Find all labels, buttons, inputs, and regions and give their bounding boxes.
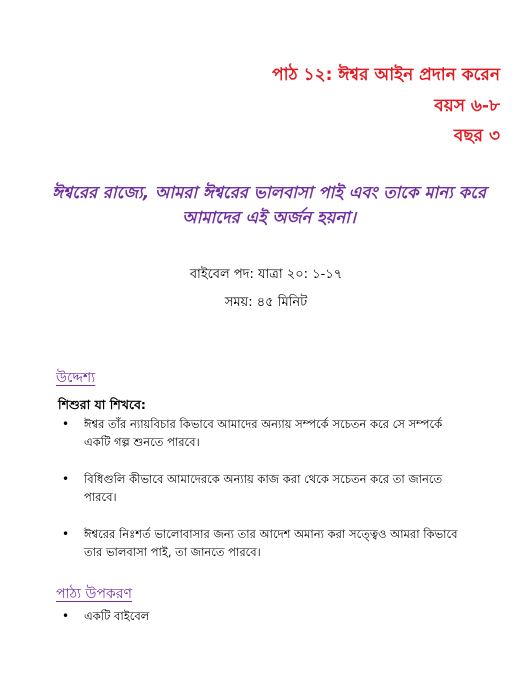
year-label: বছর ৩ <box>453 126 500 146</box>
objectives-list <box>58 415 458 580</box>
age-range: বয়স ৬-৮ <box>434 96 500 116</box>
objectives-subheading: শিশুরা যা শিখবে: <box>58 397 146 412</box>
objective-text: ঈশ্বরের নিঃশর্ত ভালোবাসার জন্য তার আদেশ অমান্য করা সত্ত্বেও আমরা কিভাবে তার ভালবাসা পাই, তা জানতে পারবে। <box>84 527 458 559</box>
bullet-icon: • <box>62 417 70 431</box>
list-item <box>58 470 458 506</box>
bullet-icon: • <box>62 472 70 486</box>
bullet-icon: • <box>62 609 70 623</box>
list-item <box>58 415 458 451</box>
lesson-title: পাঠ ১২: ঈশ্বর আইন প্রদান করেন <box>272 65 500 85</box>
lesson-theme: ঈশ্বরের রাজ্যে, আমরা ঈশ্বরের ভালবাসা পাই এবং তাকে মান্য করে আমাদের এই অর্জন হয়না। <box>52 183 486 227</box>
list-item <box>58 607 458 625</box>
objectives-heading: উদ্দেশ্য <box>56 370 96 386</box>
list-item <box>58 525 458 561</box>
lesson-duration: সময়: ৪৫ মিনিট <box>224 295 308 310</box>
objective-text: বিধিগুলি কীভাবে আমাদেরকে অন্যায় কাজ করা থেকে সচেতন করে তা জানতে পারবে। <box>84 472 443 504</box>
materials-list <box>58 607 458 625</box>
bullet-icon: • <box>62 527 70 541</box>
material-text: একটি বাইবেল <box>84 609 150 623</box>
objective-text: ঈশ্বর তাঁর ন্যায়বিচার কিভাবে আমাদের অন্যায় সম্পর্কে সচেতন করে সে সম্পর্কে একটি গল্প শুনতে পারবে। <box>84 417 443 449</box>
materials-heading: পাঠ্য উপকরণ <box>56 586 132 602</box>
bible-passage: বাইবেল পদ: যাত্রা ২০: ১-১৭ <box>189 267 343 282</box>
